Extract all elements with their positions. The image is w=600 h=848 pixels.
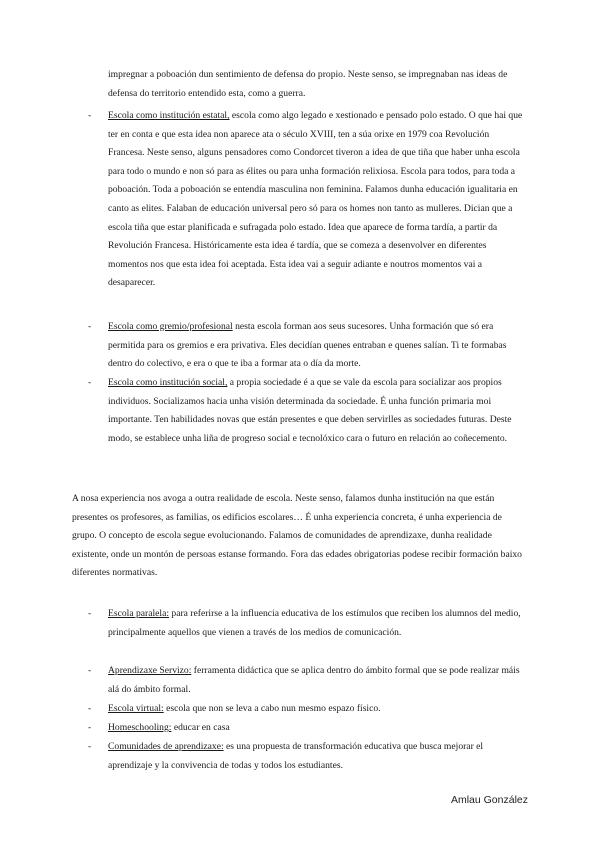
list-item-body bbox=[108, 107, 528, 293]
list-text: a propia sociedade é a que se vale da escola para socializar aos propios individuos. Socializamos hacia unha visión determinada da sociedade. É unha función primaria moi importante. Ten habilidades novas que están presentes e que deben servirlles as sociedades futuras. Deste modo, se establece unha liña de progreso social e tecnolóxico cara o futuro en relación ao coñecemento. bbox=[108, 377, 512, 444]
list-item-body bbox=[108, 719, 528, 738]
list-text: nesta escola forman aos seus sucesores. Unha formación que só era permitida para os gremios e era privativa. Eles decidían quenes entraban e quenes salían. Ti te formabas dentro do colectivo, e era o que te iba a formar ata o día da morte. bbox=[108, 321, 507, 370]
list-dash: - bbox=[88, 377, 92, 388]
list-dash: - bbox=[88, 608, 92, 619]
list-term: Homeschooling: bbox=[108, 722, 172, 733]
list-text: es una propuesta de transformación educativa que busca mejorar el aprendizaje y la convivencia de todas y todos los estudiantes. bbox=[108, 741, 484, 771]
list-item-body bbox=[108, 700, 528, 719]
list-dash: - bbox=[88, 722, 92, 733]
list-text: escola que non se leva a cabo nun mesmo espazo físico. bbox=[163, 703, 381, 714]
list-text: escola como algo legado e xestionado e pensado polo estado. O que hai que ter en conta e que esta idea non aparece ata o século XVIII, ten a súa orixe en 1979 coa Revolución Francesa. Neste senso, alguns pensadores como Condorcet tiveron a idea de que tiña que haber unha escola para todo o mundo e non só para as élites ou para unha formación relixiosa. Escola para todos, para toda a poboación. Toda a poboación se entendía masculina non feminina. Falamos dunha educación igualitaria en canto as elites. Falaban de educación universal pero só para os homes non tanto as mulleres. Dician que a escola tiña que estar planificada e sufragada polo estado. Idea que aparece de forma tardía, a partir da Revolución Francesa. Históricamente esta idea é tardía, que se comeza a desenvolver en diferentes momentos nos que esta idea foi aceptada. Esta idea vai a seguir adiante e noutros momentos vai a desaparecer. bbox=[108, 110, 523, 289]
list-dash: - bbox=[88, 741, 92, 752]
list-term: Escola paralela: bbox=[108, 608, 169, 619]
list-text: ferramenta didáctica que se aplica dentro do ámbito formal que se pode realizar máis alá do ámbito formal. bbox=[108, 665, 520, 695]
list-item-body bbox=[108, 662, 528, 699]
list-term: Escola virtual: bbox=[108, 703, 164, 714]
list-dash: - bbox=[88, 703, 92, 714]
list-text: para referirse a la influencia educativa de los estímulos que reciben los alumnos del medio, principalmente aquellos que vienen a través de los medios de comunicación. bbox=[108, 608, 521, 638]
list-item-body bbox=[108, 374, 528, 448]
list-item-body bbox=[108, 318, 528, 374]
list-item-body bbox=[108, 605, 528, 642]
list-term: Escola como gremio/profesional bbox=[108, 321, 233, 332]
list-term: Escola como institución estatal, bbox=[108, 110, 230, 121]
list-dash: - bbox=[88, 110, 92, 121]
list-term: Comunidades de aprendizaxe: bbox=[108, 741, 224, 752]
body-paragraph: A nosa experiencia nos avoga a outra realidade de escola. Neste senso, falamos dunha institución na que están presentes os profesores, as familias, os edificios escolares… É unha experiencia concreta, é unha experiencia de grupo. O concepto de escola segue evolucionando. Falamos de comunidades de aprendizaxe, dunha realidade existente, onde un montón de persoas estanse formando. Fora das edades obrigatorias podese recibir formación baixo diferentes normativas. bbox=[72, 493, 522, 579]
list-dash: - bbox=[88, 321, 92, 332]
list-item-body bbox=[108, 738, 528, 775]
list-text: educar en casa bbox=[171, 722, 230, 733]
list-term: Aprendizaxe Servizo: bbox=[108, 665, 192, 676]
list-term: Escola como institución social, bbox=[108, 377, 228, 388]
list-dash: - bbox=[88, 665, 92, 676]
intro-text: impregnar a poboación dun sentimiento de defensa do propio. Neste senso, se impregnaban nas ideas de defensa do territorio entendido esta, como a guerra. bbox=[108, 69, 508, 99]
author-footer: Amlau González bbox=[450, 794, 528, 806]
